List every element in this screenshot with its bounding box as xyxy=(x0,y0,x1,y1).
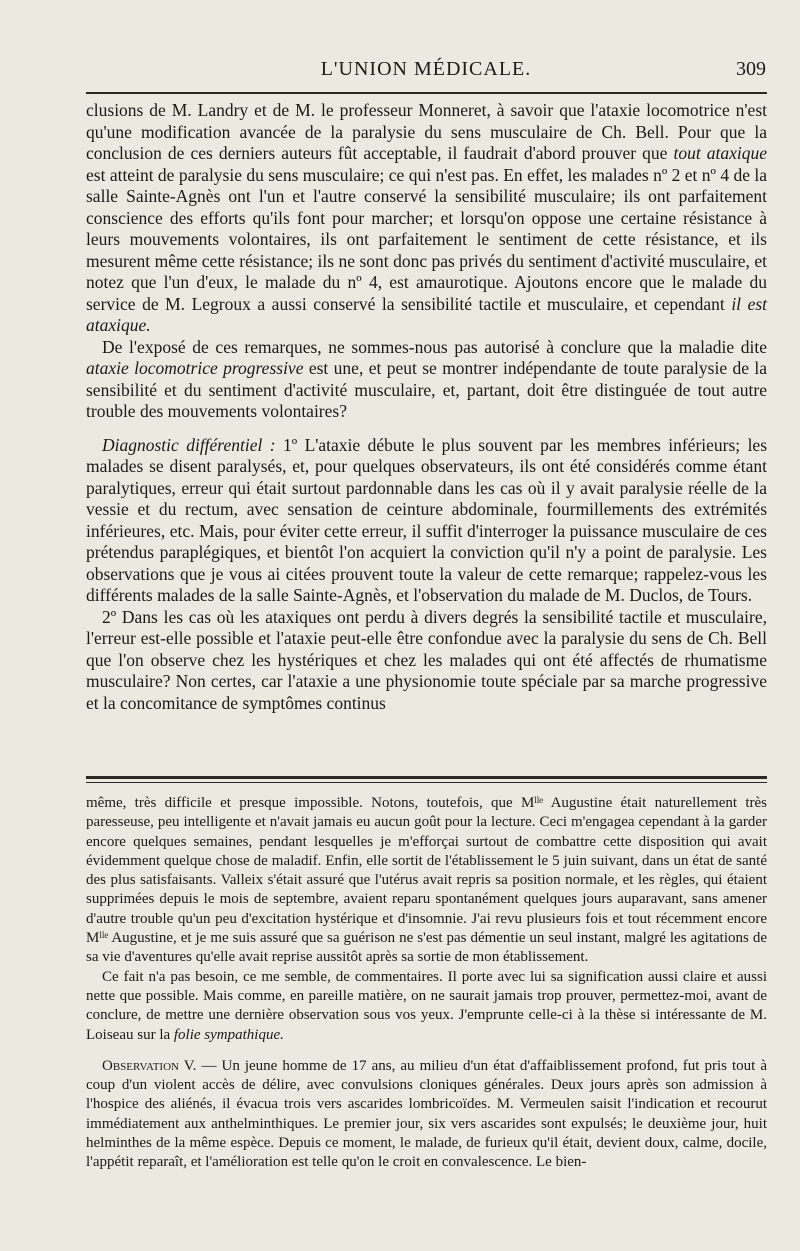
emphasis: tout ataxique xyxy=(673,143,768,163)
footnote-rule xyxy=(86,776,767,779)
paragraph: Ce fait n'a pas besoin, ce me semble, de commentaires. Il porte avec lui sa signification aussi claire et aussi nette que possible. Mais comme, en pareille matière, on ne saurait jamais trop prouver, permettez-moi, avant de conclure, de mettre une dernière observation sous vos yeux. J'emprunte celle-ci à la thèse si intéressante de M. Loiseau sur la folie sympathique. xyxy=(86,968,767,1043)
footnote-rule-thin xyxy=(86,782,767,783)
emphasis: il est ataxique. xyxy=(86,293,768,335)
footnote-text xyxy=(86,794,767,1173)
page-header xyxy=(86,58,766,88)
paragraph: Observation V. — Un jeune homme de 17 ans, au milieu d'un état d'affaiblissement profond, fut pris tout à coup d'un violent accès de délire, avec convulsions cloniques générales. Deux jours après son admission à l'hospice des aliénés, il évacua trois vers ascarides lombricoïdes. M. Vermeulen saisit l'indication et recourut immédiatement aux anthelminthiques. Le premier jour, six vers ascarides sont expulsés; le deuxième jour, huit helminthes de la même espèce. Depuis ce moment, le malade, de furieux qu'il était, devient doux, calme, docile, l'appétit reparaît, et l'amélioration est telle qu'on le croit en convalescence. Le bien- xyxy=(86,1057,768,1171)
main-text xyxy=(86,100,767,714)
emphasis: folie sympathique. xyxy=(173,1026,284,1043)
paragraph: clusions de M. Landry et de M. le professeur Monneret, à savoir que l'ataxie locomotrice n'est qu'une modification avancée de la paralysie du sens musculaire de Ch. Bell. Pour que la conclusion de ces derniers auteurs fût acceptable, il faudrait d'abord prouver que tout ataxique est atteint de paralysie du sens musculaire; ce qui n'est pas. En effet, les malades nº 2 et nº 4 de la salle Sainte-Agnès ont l'un et l'autre conservé la sensibilité musculaire; ils ont parfaitement conscience des efforts qu'ils font pour marcher; et lorsqu'on oppose une certaine résistance à leurs mouvements volontaires, ils ont parfaitement le sentiment de cette résistance, et ils mesurent même cette résistance; ils ne sont donc pas privés du sentiment d'activité musculaire, et notez que l'un d'eux, le malade du nº 4, est amaurotique. Ajoutons encore que le malade du service de M. Legroux a aussi conservé la sensibilité tactile et musculaire, et cependant il est ataxique. xyxy=(86,100,768,335)
section-heading: Diagnostic différentiel : xyxy=(102,434,276,455)
paragraph: 2º Dans les cas où les ataxiques ont perdu à divers degrés la sensibilité tactile et musculaire, l'erreur est-elle possible et l'ataxie peut-elle être confondue avec la paralysie du sens de Ch. Bell que l'on observe chez les hystériques et chez les malades qui ont été affectés de rhumatisme musculaire? Non certes, car l'ataxie a une physionomie toute spéciale par sa marche progressive et la concomitance de symptômes continus xyxy=(86,606,767,713)
paragraph: même, très difficile et presque impossible. Notons, toutefois, que Mˡˡᵉ Augustine était naturellement très paresseuse, peu intelligente et n'avait jamais eu aucun goût pour la lecture. Ceci m'engagea cependant à la garder encore quelques semaines, pendant lesquelles je m'efforçai surtout de combattre cette disposition qui avait évidemment quelque chose de maladif. Enfin, elle sortit de l'établissement le 5 juin suivant, dans un état de santé des plus satisfaisants. Valleix s'était assuré que l'utérus avait repris sa position normale, et les règles, qui étaient supprimées depuis le mois de septembre, avaient reparu spontanément quelques jours auparavant, sans amener d'autre trouble qu'un peu d'excitation hystérique et d'insomnie. J'ai revu plusieurs fois et tout récemment encore Mˡˡᵉ Augustine, et je me suis assuré que sa guérison ne s'est pas démentie un seul instant, malgré les agitations de sa vie d'aventures qu'elle avait reprise aussitôt après sa sortie de mon établissement. xyxy=(86,795,767,966)
observation-label: Observation V. xyxy=(102,1057,197,1074)
paragraph: Diagnostic différentiel : 1º L'ataxie débute le plus souvent par les membres inférieurs; les malades se disent paralysés, et, pour quelques observateurs, ils ont été considérés comme étant paralytiques, erreur qui était surtout pardonnable dans les cas où il y avait paralysie réelle de la vessie et du rectum, avec sensation de ceinture abdominale, fourmillements des extrémités inférieures, etc. Mais, pour éviter cette erreur, il suffit d'interroger la puissance musculaire de ces prétendus paraplégiques, et bientôt l'on acquiert la conviction qu'il n'y a point de paralysie. Les observations que je vous ai citées prouvent toute la valeur de cette remarque; rappelez-vous les différents malades de la salle Sainte-Agnès, et l'observation du malade de M. Duclos, de Tours. xyxy=(86,434,768,605)
emphasis: ataxie locomotrice progressive xyxy=(86,358,304,378)
page-number: 309 xyxy=(736,58,766,80)
paragraph: De l'exposé de ces remarques, ne sommes-nous pas autorisé à conclure que la maladie dite ataxie locomotrice progressive est une, et peut se montrer indépendante de toute paralysie de la sensibilité et du sentiment d'activité musculaire, et, partant, doit être distinguée de tout autre trouble des mouvements volontaires? xyxy=(86,336,767,421)
running-title: L'UNION MÉDICALE. xyxy=(320,58,532,80)
header-rule xyxy=(86,92,767,94)
